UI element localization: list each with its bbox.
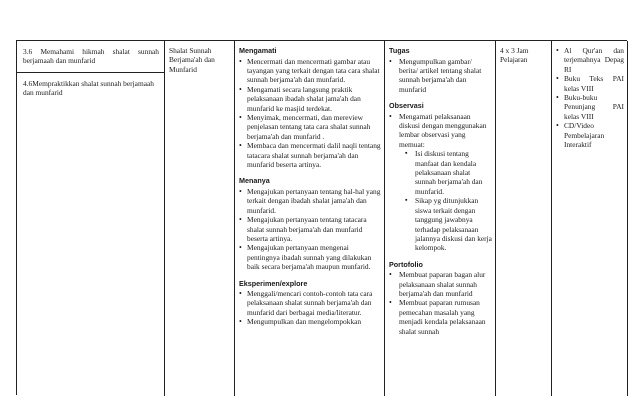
kompetensi-row-2 <box>17 73 164 98</box>
list-item: • Membuat paparan rumusan pemecahan masalah yang menjadi kendala pelaksanaan shalat sunnah <box>389 298 492 336</box>
section-mengamati <box>239 46 381 169</box>
pembelajaran-column <box>235 41 385 396</box>
alokasi-waktu-column <box>496 41 552 396</box>
section-menanya <box>239 176 381 271</box>
penilaian-column <box>385 41 496 396</box>
observasi-sublist <box>399 149 492 252</box>
alokasi-text: 4 x 3 Jam Pelajaran <box>500 46 529 65</box>
section-portofolio <box>389 260 492 336</box>
list-item: • Menggali/mencari contoh-contoh tata cara pelaksanaan shalat sunnah berjama'ah dan munfarid dari berbagai media/literatur. <box>239 289 381 317</box>
list-item: • Membaca dan mencermati dalil naqli tentang tatacara shalat sunnah berjama'ah dan munfarid beserta artinya. <box>239 141 381 169</box>
sumber-list <box>556 46 624 149</box>
section-title: Observasi <box>389 101 424 111</box>
list-item: • Mengajukan pertanyaan tentang hal-hal yang terkait dengan ibadah shalat jama'ah dan munfarid. <box>239 187 381 215</box>
section-tugas <box>389 46 492 94</box>
assessment-list <box>389 57 492 95</box>
section-eksperimen <box>239 279 381 327</box>
list-item: • Mencermati dan mencermati gambar atau tayangan yang terkait dengan tata cara shalat sunnah berjama'ah dan munfarid. <box>239 57 381 85</box>
section-title: Menanya <box>239 176 270 186</box>
activity-list <box>239 289 381 327</box>
list-item: • Buku Teks PAI kelas VIII <box>556 74 624 93</box>
materi-column <box>165 41 235 396</box>
sumber-content <box>552 41 627 149</box>
list-item: • Membuat paparan bagan alur pelaksanaan shalat sunnah berjama'ah dan munfarid <box>389 270 492 298</box>
sub-list-item: ▪ Sikap yg ditunjukkan siswa terkait dengan tanggung jawabnya terhadap pelaksanaan jalannya diskusi dan kerja kelompok. <box>399 196 492 252</box>
list-item: • Menyimak, mencermati, dan mereview penjelasan tentang tata cara shalat sunnah berjama'ah dan munfarid . <box>239 113 381 141</box>
assessment-list <box>389 270 492 336</box>
penilaian-content <box>385 41 495 336</box>
list-item: • Buku-buku Penunjang PAI kelas VIII <box>556 93 624 121</box>
observasi-intro: Mengamati pelaksanaan diskusi dengan menggunakan lembar observasi yang memuat: <box>399 111 487 149</box>
kompetensi-dasar-column <box>17 41 165 396</box>
kompetensi-text: Memahami hikmah shalat sunnah berjamaah dan munfarid <box>23 47 159 66</box>
kompetensi-text: Mempraktikkan shalat sunnah berjamaah dan munfarid <box>23 79 154 98</box>
list-item: • CD/Video Pembelajaran Interaktif <box>556 121 624 149</box>
section-title: Tugas <box>389 46 410 55</box>
list-item: • Mengumpulkan dan mengelompokkan <box>239 317 381 326</box>
section-title: Portofolio <box>389 259 423 269</box>
materi-text: Shalat Sunnah Berjama'ah dan Munfarid <box>169 46 215 74</box>
list-item: • Mengumpulkan gambar/ berita/ artikel tentang shalat sunnah berjama'ah dan munfarid <box>389 57 492 95</box>
assessment-list <box>389 112 492 253</box>
syllabus-table <box>16 40 627 395</box>
list-item <box>389 112 492 253</box>
section-title: Eksperimen/explore <box>239 278 308 288</box>
section-observasi <box>389 101 492 253</box>
kompetensi-number: 4.6 <box>23 79 33 88</box>
list-item: • Mengamati secara langsung praktik pelaksanaan ibadah shalat jama'ah dan munfarid ke masjid terdekat. <box>239 85 381 113</box>
list-item: • Al Qur'an dan terjemahnya Depag RI <box>556 46 624 74</box>
activity-list <box>239 57 381 170</box>
sumber-belajar-column <box>552 41 628 396</box>
activity-list <box>239 187 381 272</box>
pembelajaran-content <box>235 41 384 327</box>
list-item: • Mengajukan pertanyaan mengenai pentingnya ibadah sunnah yang dilakukan baik secara berjama'ah maupun munfarid. <box>239 243 381 271</box>
section-title: Mengamati <box>239 46 277 55</box>
list-item: • Mengajukan pertanyaan tentang tatacara shalat sunnah berjama'ah dan munfarid beserta artinya. <box>239 215 381 243</box>
kompetensi-row-1 <box>17 41 164 73</box>
sub-list-item: ▪ Isi diskusi tentang manfaat dan kendala pelaksanaan shalat sunnah berjama'ah dan munfarid. <box>399 149 492 196</box>
kompetensi-number: 3.6 <box>23 47 33 56</box>
